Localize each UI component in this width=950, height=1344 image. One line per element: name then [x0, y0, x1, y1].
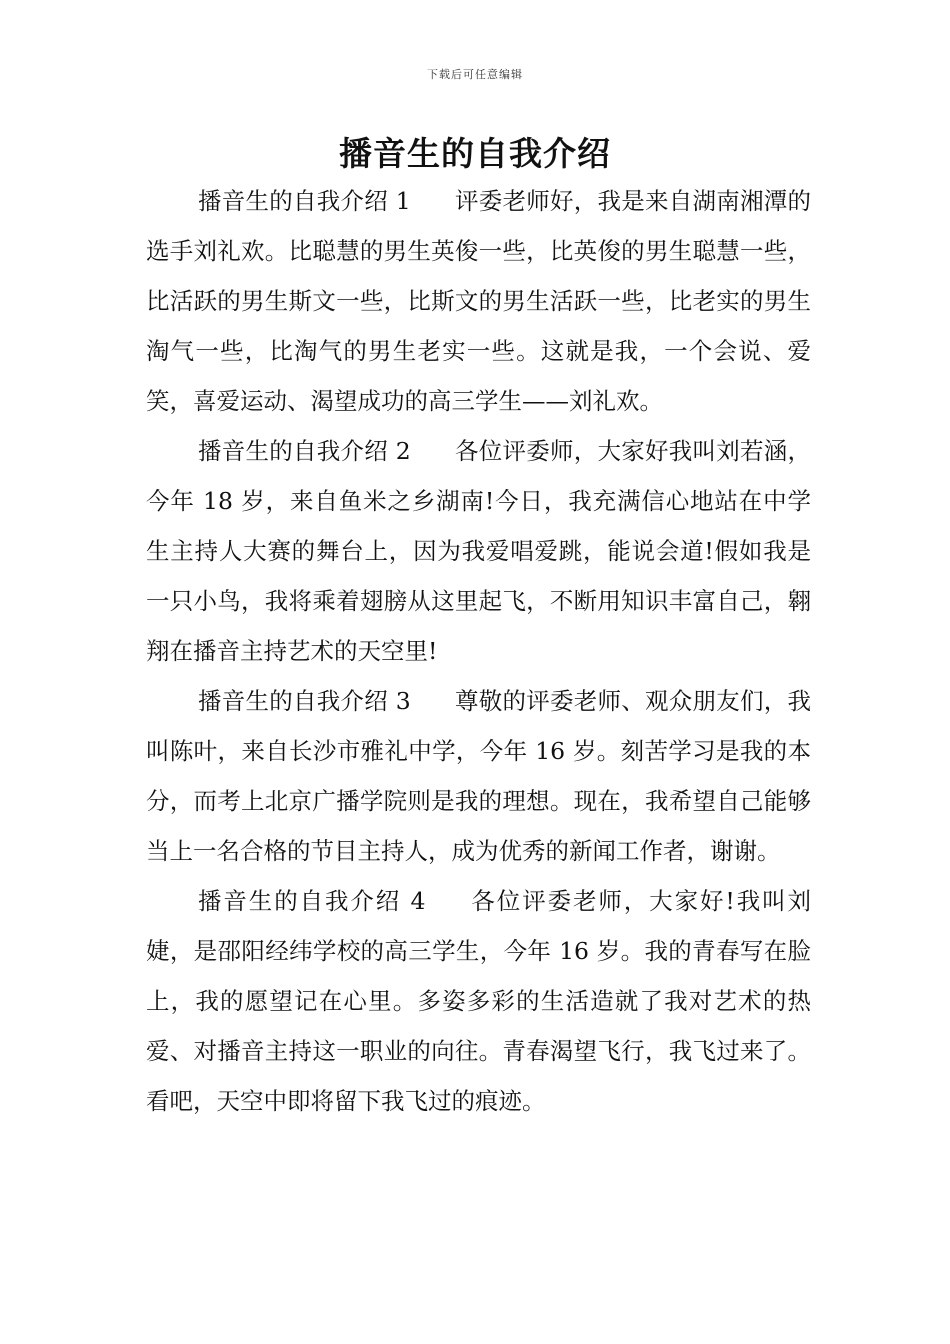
paragraph-3 [146, 676, 811, 876]
header-note: 下载后可任意编辑 [427, 68, 523, 81]
paragraph-1-heading: 播音生的自我介绍 1 [198, 187, 411, 215]
paragraph-3-heading: 播音生的自我介绍 3 [198, 687, 411, 715]
paragraph-1 [146, 176, 811, 426]
paragraph-4 [146, 876, 811, 1126]
document-body [146, 176, 811, 1126]
paragraph-2 [146, 426, 811, 676]
paragraph-4-heading: 播音生的自我介绍 4 [198, 887, 426, 915]
paragraph-4-text: 各位评委老师，大家好!我叫刘婕，是邵阳经纬学校的高三学生，今年 16 岁。我的青春写在脸上，我的愿望记在心里。多姿多彩的生活造就了我对艺术的热爱、对播音主持这一职业的向往。青春渴望飞行，我飞过来了。看吧，天空中即将留下我飞过的痕迹。 [146, 887, 811, 1115]
paragraph-2-text: 各位评委师，大家好我叫刘若涵，今年 18 岁，来自鱼米之乡湖南!今日，我充满信心地站在中学生主持人大赛的舞台上，因为我爱唱爱跳，能说会道!假如我是一只小鸟，我将乘着翅膀从这里起飞，不断用知识丰富自己，翱翔在播音主持艺术的天空里! [146, 437, 812, 665]
paragraph-1-text: 评委老师好，我是来自湖南湘潭的选手刘礼欢。比聪慧的男生英俊一些，比英俊的男生聪慧一些，比活跃的男生斯文一些，比斯文的男生活跃一些，比老实的男生淘气一些，比淘气的男生老实一些。这就是我，一个会说、爱笑，喜爱运动、渴望成功的高三学生——刘礼欢。 [146, 187, 812, 415]
paragraph-3-text: 尊敬的评委老师、观众朋友们，我叫陈叶，来自长沙市雅礼中学，今年 16 岁。刻苦学习是我的本分，而考上北京广播学院则是我的理想。现在，我希望自己能够当上一名合格的节目主持人，成为优秀的新闻工作者，谢谢。 [146, 687, 812, 865]
document-title: 播音生的自我介绍 [339, 134, 611, 173]
paragraph-2-heading: 播音生的自我介绍 2 [198, 437, 411, 465]
